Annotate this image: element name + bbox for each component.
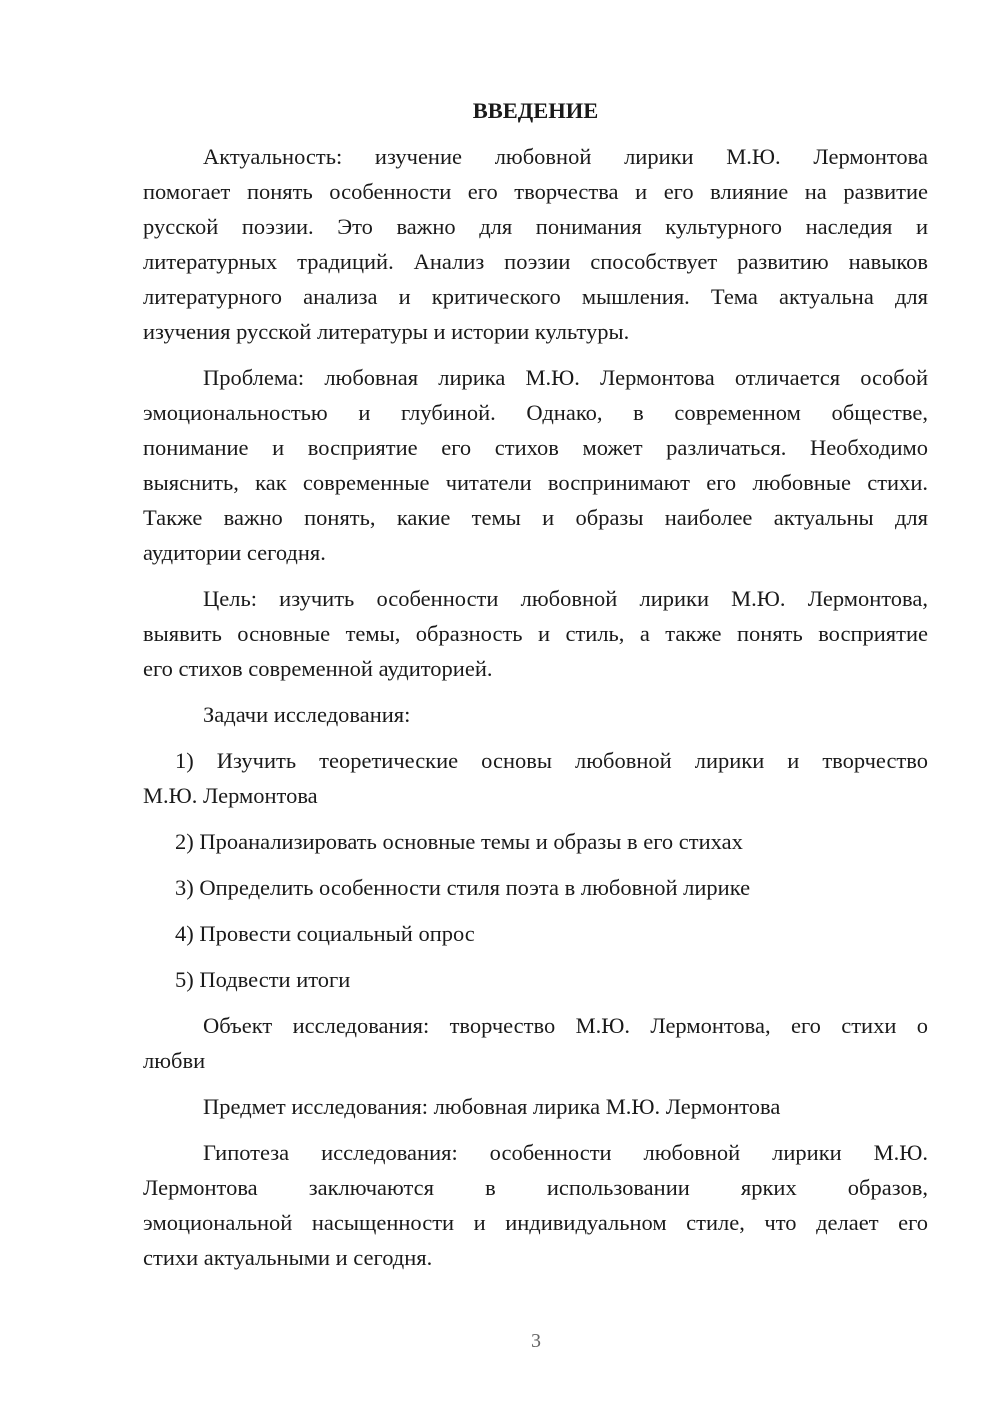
- text-line: эмоциональной насыщенности и индивидуальном стиле, что делает его: [143, 1210, 928, 1235]
- text-line: Задачи исследования:: [203, 702, 411, 727]
- document-body: [143, 139, 928, 1275]
- text-line: эмоциональностью и глубиной. Однако, в современном обществе,: [143, 400, 928, 425]
- text-line: Лермонтова заключаются в использовании ярких образов,: [143, 1175, 928, 1200]
- paragraph: [143, 1008, 928, 1078]
- text-line: литературного анализа и критического мышления. Тема актуальна для: [143, 284, 928, 309]
- text-line: выявить основные темы, образность и стиль, а также понять восприятие: [143, 621, 928, 646]
- section-title: ВВЕДЕНИЕ: [472, 98, 599, 123]
- list-item: [143, 962, 928, 997]
- list-item: [143, 916, 928, 951]
- paragraph: [143, 1135, 928, 1275]
- paragraph: [143, 581, 928, 686]
- text-line: 3) Определить особенности стиля поэта в любовной лирике: [175, 875, 751, 900]
- paragraph: [143, 1089, 928, 1124]
- paragraph: [143, 139, 928, 349]
- text-line: Гипотеза исследования: особенности любовной лирики М.Ю.: [203, 1140, 928, 1165]
- paragraph: [143, 697, 928, 732]
- text-line: его стихов современной аудиторией.: [143, 656, 493, 681]
- text-line: понимание и восприятие его стихов может различаться. Необходимо: [143, 435, 928, 460]
- text-line: выяснить, как современные читатели воспринимают его любовные стихи.: [143, 470, 928, 495]
- text-line: 4) Провести социальный опрос: [175, 921, 475, 946]
- text-line: Цель: изучить особенности любовной лирики М.Ю. Лермонтова,: [203, 586, 928, 611]
- text-line: Проблема: любовная лирика М.Ю. Лермонтова отличается особой: [203, 365, 928, 390]
- text-line: Актуальность: изучение любовной лирики М.Ю. Лермонтова: [203, 144, 928, 169]
- paragraph: [143, 360, 928, 570]
- list-item: [143, 824, 928, 859]
- text-line: 2) Проанализировать основные темы и образы в его стихах: [175, 829, 743, 854]
- text-line: Объект исследования: творчество М.Ю. Лермонтова, его стихи о: [203, 1013, 928, 1038]
- text-line: литературных традиций. Анализ поэзии способствует развитию навыков: [143, 249, 928, 274]
- text-line: 1) Изучить теоретические основы любовной лирики и творчество: [175, 748, 928, 773]
- list-item: [143, 870, 928, 905]
- text-line: аудитории сегодня.: [143, 540, 326, 565]
- text-line: М.Ю. Лермонтова: [143, 783, 318, 808]
- list-item: [143, 743, 928, 813]
- document-page: [143, 93, 928, 1275]
- text-line: Также важно понять, какие темы и образы наиболее актуальны для: [143, 505, 928, 530]
- text-line: любви: [143, 1048, 206, 1073]
- text-line: русской поэзии. Это важно для понимания культурного наследия и: [143, 214, 928, 239]
- text-line: изучения русской литературы и истории культуры.: [143, 319, 630, 344]
- text-line: помогает понять особенности его творчества и его влияние на развитие: [143, 179, 928, 204]
- page-number: 3: [531, 1330, 541, 1352]
- text-line: Предмет исследования: любовная лирика М.Ю. Лермонтова: [203, 1094, 781, 1119]
- text-line: стихи актуальными и сегодня.: [143, 1245, 433, 1270]
- text-line: 5) Подвести итоги: [175, 967, 351, 992]
